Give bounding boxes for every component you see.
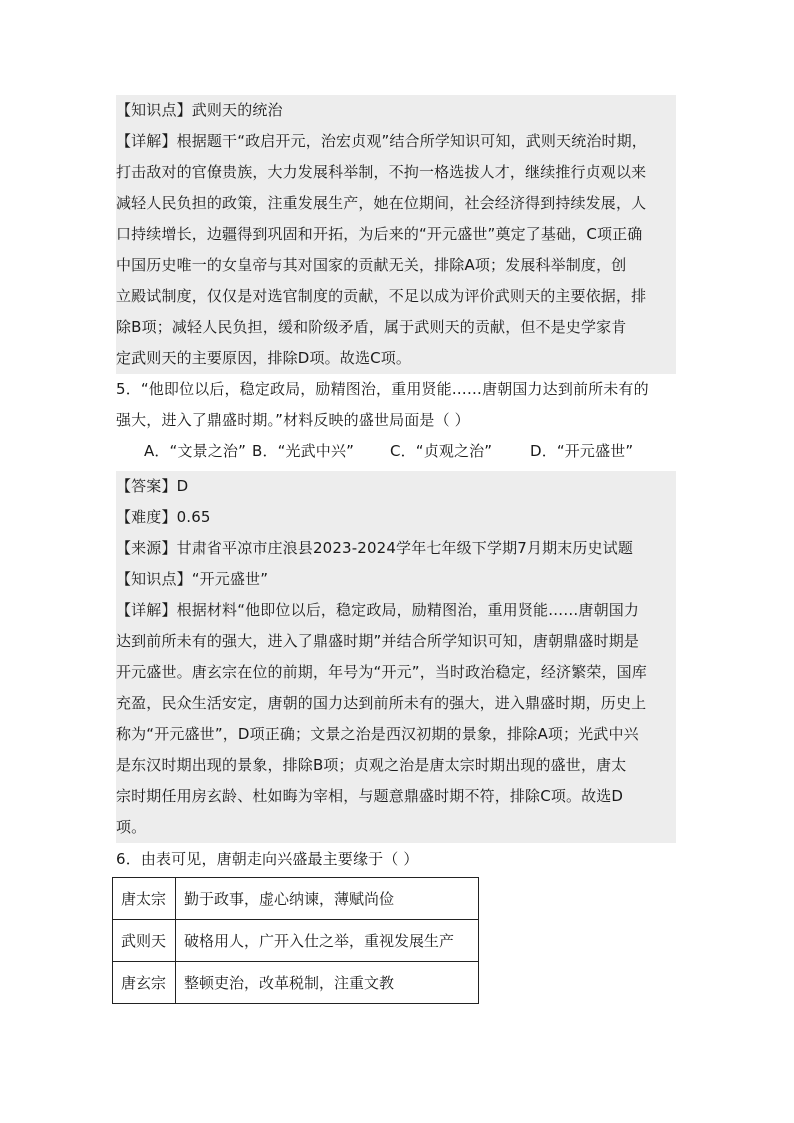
option-a[interactable]: A．“文景之治” <box>144 442 247 460</box>
explanation-line: 是东汉时期出现的景象，排除B项；贞观之治是唐太宗时期出现的盛世，唐太 <box>116 756 627 774</box>
option-c[interactable]: C．“贞观之治” <box>390 442 493 460</box>
question-6 <box>116 844 716 875</box>
question-stem-line: 5．“他即位以后，稳定政局，励精图治，重用贤能……唐朝国力达到前所未有的 <box>116 380 649 398</box>
table-row <box>113 962 479 1004</box>
option-b[interactable]: B．“光武中兴” <box>252 442 355 460</box>
explanation-line: 立殿试制度，仅仅是对选官制度的贡献，不足以成为评价武则天的主要依据，排 <box>116 287 647 305</box>
difficulty-line: 【难度】0.65 <box>116 508 211 526</box>
explanation-line: 【详解】根据材料“他即位以后，稳定政局，励精图治，重用贤能……唐朝国力 <box>116 601 640 619</box>
question-stem-line: 强大，进入了鼎盛时期。”材料反映的盛世局面是（ ） <box>116 411 470 429</box>
table-row <box>113 878 479 920</box>
explanation-line: 除B项；减轻人民负担，缓和阶级矛盾，属于武则天的贡献，但不是史学家肯 <box>116 318 627 336</box>
explanation-line: 达到前所未有的强大，进入了鼎盛时期”并结合所学知识可知，唐朝鼎盛时期是 <box>116 632 640 650</box>
table-row <box>113 920 479 962</box>
explanation-line: 称为“开元盛世”，D项正确；文景之治是西汉初期的景象，排除A项；光武中兴 <box>116 725 639 743</box>
question-5 <box>116 374 716 467</box>
explanation-line: 减轻人民负担的政策，注重发展生产，她在位期间，社会经济得到持续发展，人 <box>116 194 647 212</box>
answer-block-q5 <box>116 471 676 843</box>
answer-line: 【答案】D <box>116 477 189 495</box>
explanation-line: 项。 <box>116 818 147 836</box>
emperor-name: 唐玄宗 <box>113 962 176 1004</box>
answer-options <box>116 436 716 467</box>
policy-desc: 勤于政事，虚心纳谏，薄赋尚俭 <box>176 878 479 920</box>
knowledge-point-line: 【知识点】武则天的统治 <box>116 101 283 119</box>
policy-desc: 整顿吏治，改革税制，注重文教 <box>176 962 479 1004</box>
option-d[interactable]: D．“开元盛世” <box>530 442 634 460</box>
explanation-line: 中国历史唯一的女皇帝与其对国家的贡献无关，排除A项；发展科举制度，创 <box>116 256 627 274</box>
explanation-block-q4 <box>116 95 676 374</box>
policy-desc: 破格用人，广开入仕之举，重视发展生产 <box>176 920 479 962</box>
knowledge-point-line: 【知识点】“开元盛世” <box>116 570 269 588</box>
explanation-line: 宗时期任用房玄龄、杜如晦为宰相，与题意鼎盛时期不符，排除C项。故选D <box>116 787 624 805</box>
emperor-name: 武则天 <box>113 920 176 962</box>
source-line: 【来源】甘肃省平凉市庄浪县2023-2024学年七年级下学期7月期末历史试题 <box>116 539 634 557</box>
explanation-line: 定武则天的主要原因，排除D项。故选C项。 <box>116 349 412 367</box>
question-stem-line: 6．由表可见，唐朝走向兴盛最主要缘于（ ） <box>116 850 419 868</box>
emperor-name: 唐太宗 <box>113 878 176 920</box>
explanation-line: 开元盛世。唐玄宗在位的前期，年号为“开元”，当时政治稳定，经济繁荣，国库 <box>116 663 647 681</box>
explanation-line: 【详解】根据题干“政启开元，治宏贞观”结合所学知识可知，武则天统治时期， <box>116 132 647 150</box>
explanation-line: 口持续增长，边疆得到巩固和开拓，为后来的“开元盛世”奠定了基础，C项正确 <box>116 225 643 243</box>
explanation-line: 打击敌对的官僚贵族，大力发展科举制，不拘一格选拔人才，继续推行贞观以来 <box>116 163 647 181</box>
emperor-policy-table <box>112 877 479 1004</box>
explanation-line: 充盈，民众生活安定，唐朝的国力达到前所未有的强大，进入鼎盛时期，历史上 <box>116 694 647 712</box>
